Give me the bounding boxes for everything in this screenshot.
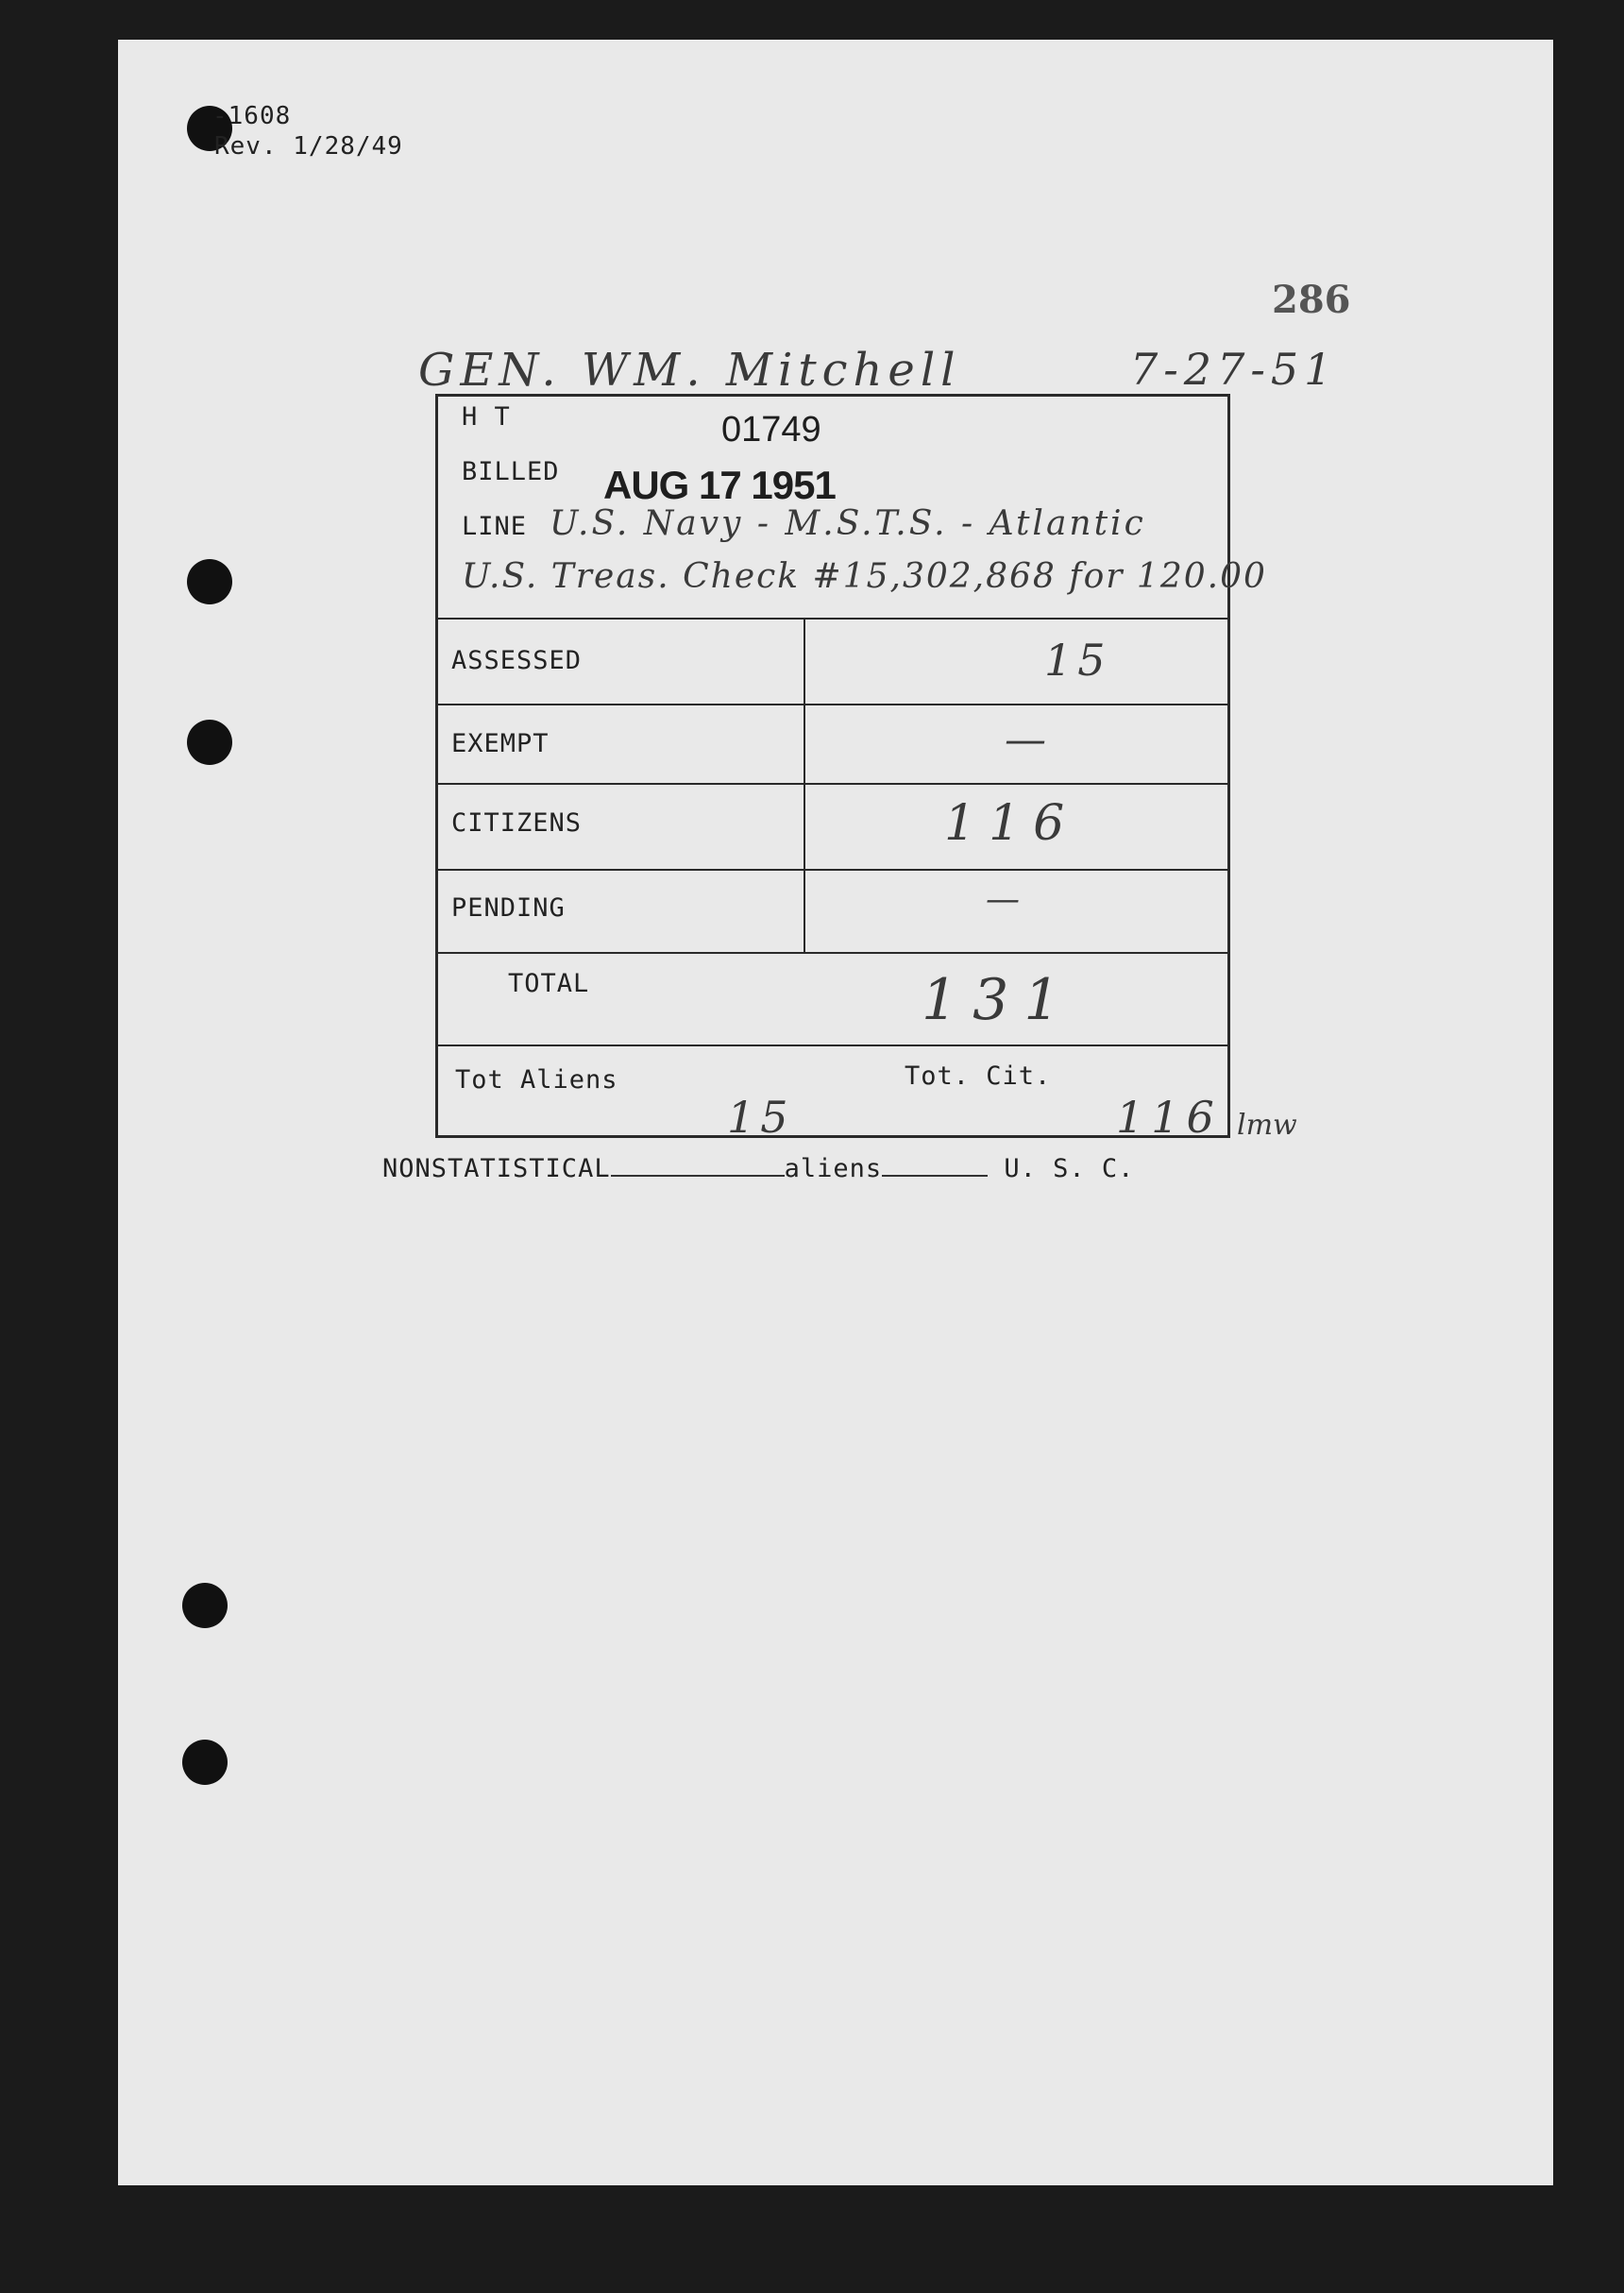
rule-total — [438, 1045, 1227, 1046]
usc-label: U. S. C. — [1004, 1154, 1135, 1183]
nonstatistical-blank — [611, 1152, 785, 1177]
exempt-label: EXEMPT — [451, 729, 550, 758]
form-revision: Rev. 1/28/49 — [214, 132, 403, 161]
ht-label: H T — [462, 402, 511, 432]
citizens-label: CITIZENS — [451, 808, 583, 838]
pending-value: — — [986, 880, 1020, 919]
aliens-label: aliens — [784, 1154, 883, 1183]
rule-pending — [438, 952, 1227, 954]
ht-number: 01749 — [721, 410, 821, 450]
punch-hole-4 — [182, 1740, 228, 1785]
total-value: 131 — [922, 967, 1075, 1033]
aliens-blank — [882, 1152, 988, 1177]
column-divider — [804, 618, 805, 952]
check-note: U.S. Treas. Check #15,302,868 for 120.00 — [462, 557, 1267, 596]
tot-cit-label: Tot. Cit. — [905, 1062, 1052, 1091]
billed-date-stamp: AUG 17 1951 — [603, 463, 836, 507]
rule-assessed — [438, 704, 1227, 705]
rule-exempt — [438, 783, 1227, 785]
line-label: LINE — [462, 512, 528, 541]
pending-label: PENDING — [451, 893, 566, 923]
punch-hole-2 — [187, 720, 232, 765]
form-number: -1608 — [212, 102, 292, 130]
tot-aliens-label: Tot Aliens — [455, 1065, 618, 1095]
tot-cit-value: 116 — [1116, 1092, 1222, 1143]
exempt-value: — — [1005, 716, 1046, 764]
document-page — [118, 40, 1553, 2185]
vessel-date: 7-27-51 — [1130, 344, 1338, 395]
rule-header — [438, 618, 1227, 620]
citizens-value: 116 — [944, 795, 1078, 852]
rule-citizens — [438, 869, 1227, 871]
assessed-value: 15 — [1044, 635, 1111, 686]
punch-hole-3 — [182, 1583, 228, 1628]
billed-label: BILLED — [462, 457, 560, 486]
total-label: TOTAL — [508, 969, 590, 998]
assessed-label: ASSESSED — [451, 646, 583, 675]
nonstatistical-line — [382, 1152, 1134, 1183]
nonstatistical-label: NONSTATISTICAL — [382, 1154, 611, 1183]
tot-aliens-value: 15 — [727, 1092, 794, 1143]
page-number: 286 — [1272, 278, 1351, 322]
punch-hole-1 — [187, 559, 232, 604]
vessel-name: GEN. WM. Mitchell — [418, 344, 961, 397]
initials: lmw — [1237, 1109, 1297, 1142]
line-value: U.S. Navy - M.S.T.S. - Atlantic — [550, 504, 1146, 543]
